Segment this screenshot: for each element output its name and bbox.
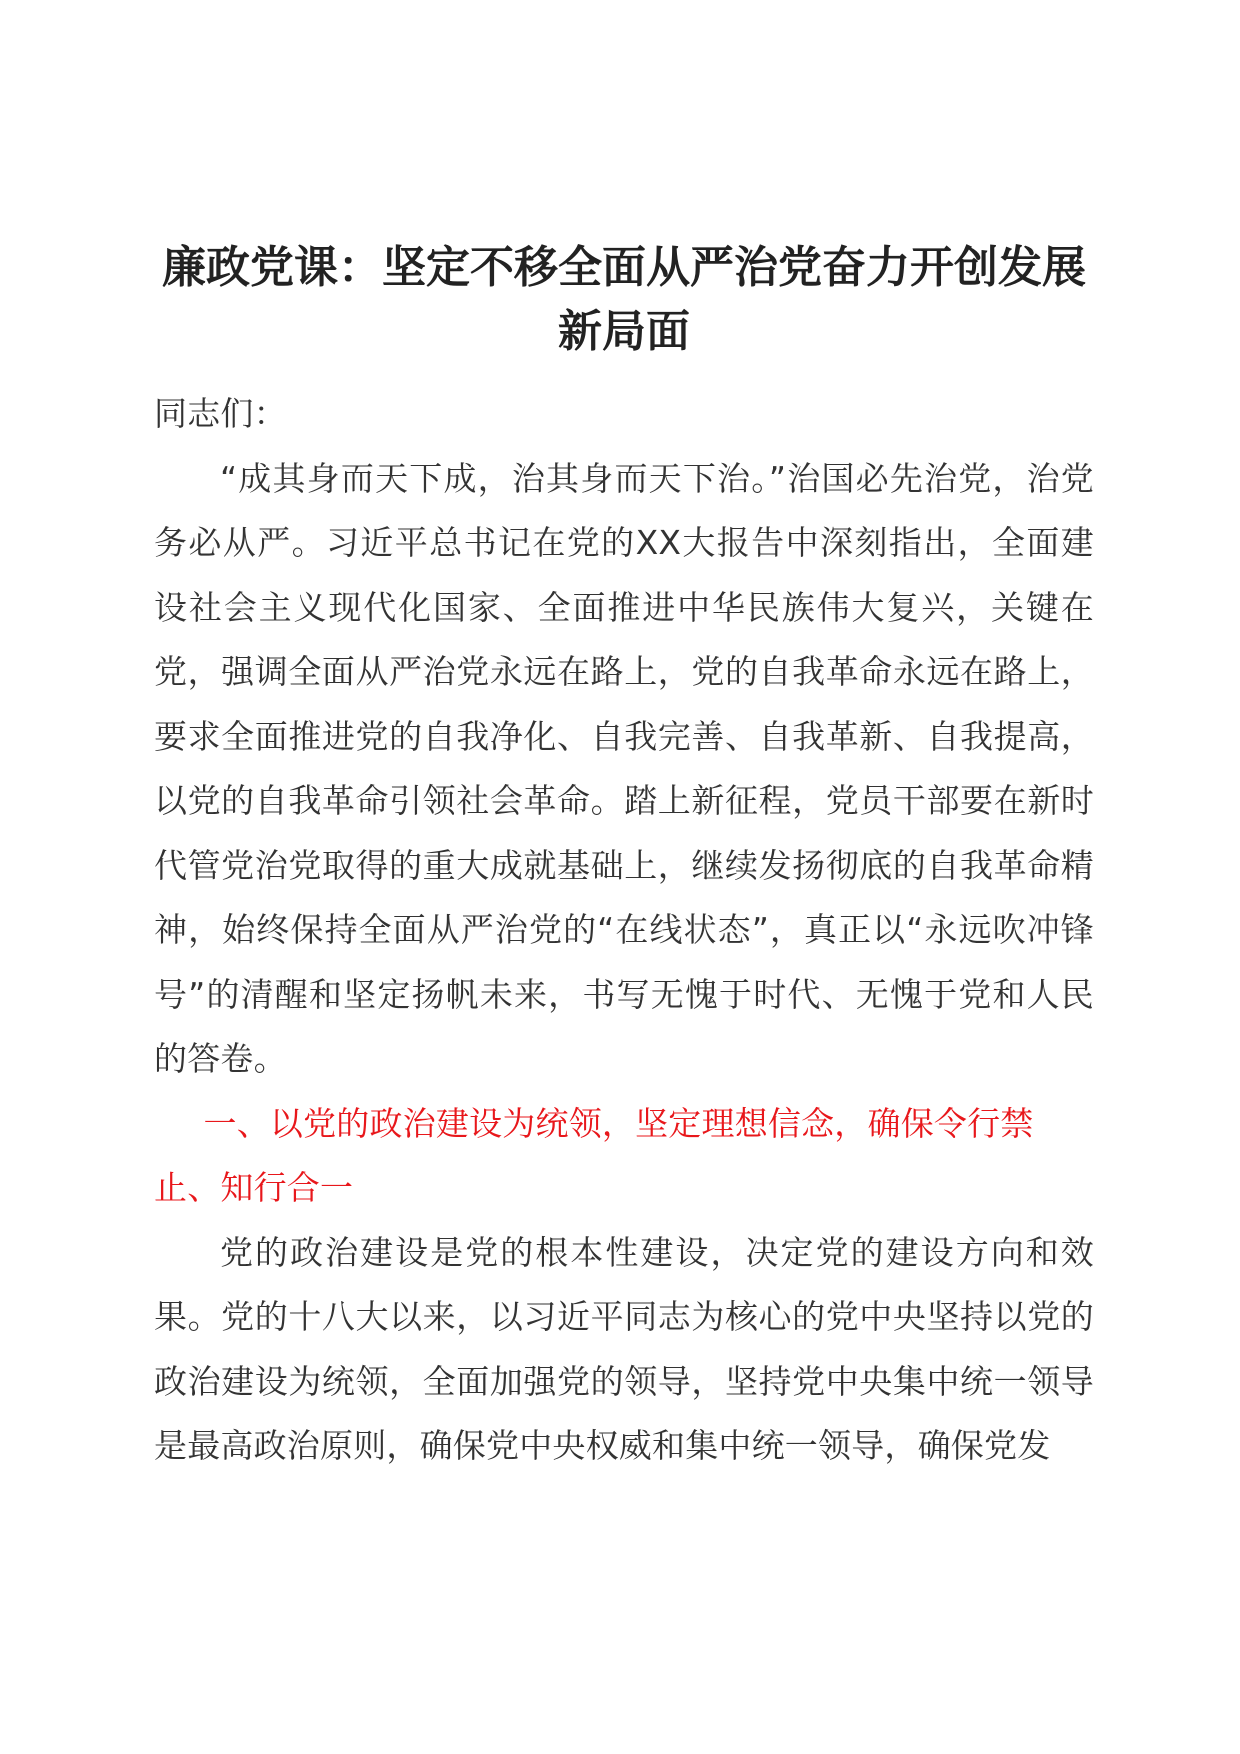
section-heading: 一、以党的政治建设为统领，坚定理想信念，确保令行禁止、知行合一 — [154, 1103, 1034, 1207]
salutation: 同志们： — [154, 394, 287, 433]
intro-paragraph: “成其身而天下成，治其身而天下治。”治国必先治党，治党务必从严。习近平总书记在党的XX大报告中深刻指出，全面建设社会主义现代化国家、全面推进中华民族伟大复兴，关键在党，强调全面从严治党永远在路上，党的自我革命永远在路上，要求全面推进党的自我净化、自我完善、自我革新、自我提高，以党的自我革命引领社会革命。踏上新征程，党员干部要在新时代管党治党取得的重大成就基础上，继续发扬彻底的自我革命精神，始终保持全面从严治党的“在线状态”，真正以“永远吹冲锋号”的清醒和坚定扬帆未来，书写无愧于时代、无愧于党和人民的答卷。 — [154, 458, 1094, 1078]
document-title: 廉政党课：坚定不移全面从严治党奋力开创发展新局面 — [162, 242, 1086, 357]
section-paragraph: 党的政治建设是党的根本性建设，决定党的建设方向和效果。党的十八大以来，以习近平同志为核心的党中央坚持以党的政治建设为统领，全面加强党的领导，坚持党中央集中统一领导是最高政治原则，确保党中央权威和集中统一领导，确保党发 — [154, 1232, 1094, 1465]
document-body — [154, 236, 1094, 1479]
